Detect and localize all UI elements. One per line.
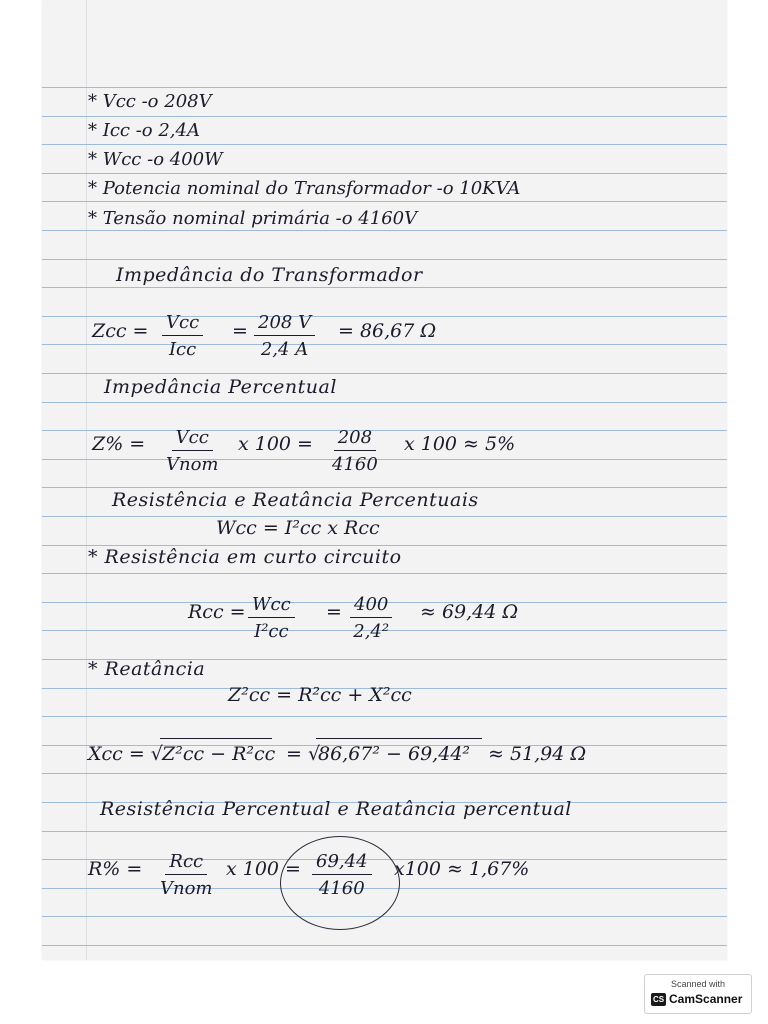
rpct-denominator-1: Vnom xyxy=(160,878,213,899)
res-react-heading: Resistência e Reatância Percentuais xyxy=(112,489,479,511)
ruled-line xyxy=(42,459,727,460)
z-squared-formula: Z²cc = R²cc + X²cc xyxy=(228,684,412,706)
given-item-wcc: * Wcc -o 400W xyxy=(88,149,223,170)
given-item-icc: * Icc -o 2,4A xyxy=(88,120,200,141)
camscanner-watermark xyxy=(644,974,752,1014)
ruled-line xyxy=(42,430,727,431)
xcc-radical-bar-2 xyxy=(316,738,482,739)
ruled-line xyxy=(42,201,727,202)
rpct-result: x100 ≈ 1,67% xyxy=(394,858,530,880)
rcc-fraction-symbolic xyxy=(248,594,295,642)
given-item-vcc: * Vcc -o 208V xyxy=(88,91,212,112)
ruled-line xyxy=(42,916,727,917)
zcc-fraction-symbolic xyxy=(162,312,203,360)
ruled-line xyxy=(42,373,727,374)
hand-drawn-circle xyxy=(280,836,400,930)
rcc-denominator-1: I²cc xyxy=(254,621,289,642)
zcc-lhs: Zcc = xyxy=(92,320,149,342)
zpct-fraction-symbolic xyxy=(166,427,219,475)
impedance-heading: Impedância do Transformador xyxy=(116,264,423,286)
rpct-fraction-symbolic xyxy=(160,851,213,899)
rcc-equals: = xyxy=(326,601,342,623)
ruled-line xyxy=(42,287,727,288)
zpct-numerator-2: 208 xyxy=(334,427,376,451)
percent-impedance-heading: Impedância Percentual xyxy=(104,376,337,398)
rpct-lhs: R% = xyxy=(88,858,143,880)
zcc-result: = 86,67 Ω xyxy=(338,320,437,342)
rcc-numerator-1: Wcc xyxy=(248,594,295,618)
rpct-numerator-2: 69,44 xyxy=(312,851,372,875)
rpct-numerator-1: Rcc xyxy=(165,851,207,875)
zpct-multiply: x 100 = xyxy=(238,433,313,455)
zcc-denominator-2: 2,4 A xyxy=(260,339,309,360)
xcc-radical-bar-1 xyxy=(160,738,272,739)
ruled-line xyxy=(42,259,727,260)
short-circuit-heading: * Resistência em curto circuito xyxy=(88,546,402,568)
zcc-denominator-1: Icc xyxy=(168,339,197,360)
xcc-lhs: Xcc = √ xyxy=(88,743,163,765)
ruled-line xyxy=(42,316,727,317)
rpct-multiply: x 100 = xyxy=(226,858,301,880)
ruled-line xyxy=(42,230,727,231)
notebook-page xyxy=(42,0,727,960)
zpct-lhs: Z% = xyxy=(92,433,146,455)
rcc-numerator-2: 400 xyxy=(350,594,392,618)
zpct-result: x 100 ≈ 5% xyxy=(404,433,516,455)
zpct-fraction-numeric xyxy=(332,427,378,475)
ruled-line xyxy=(42,173,727,174)
zpct-denominator-1: Vnom xyxy=(166,454,219,475)
zcc-numerator-2: 208 V xyxy=(254,312,315,336)
rcc-result: ≈ 69,44 Ω xyxy=(420,601,519,623)
ruled-line xyxy=(42,573,727,574)
xcc-result: ≈ 51,94 Ω xyxy=(488,743,587,765)
ruled-line xyxy=(42,716,727,717)
given-item-rated-voltage: * Tensão nominal primária -o 4160V xyxy=(88,208,418,229)
zcc-equals: = xyxy=(232,320,248,342)
xcc-mid: = √ xyxy=(286,743,321,765)
xcc-radicand-2: 86,67² − 69,44² xyxy=(318,743,471,765)
ruled-line xyxy=(42,402,727,403)
given-item-rated-power: * Potencia nominal do Transformador -o 10KVA xyxy=(88,178,521,199)
ruled-line xyxy=(42,116,727,117)
ruled-line xyxy=(42,945,727,946)
ruled-line xyxy=(42,773,727,774)
percent-resistance-heading: Resistência Percentual e Reatância percentual xyxy=(100,798,572,820)
zcc-fraction-numeric xyxy=(254,312,315,360)
wcc-formula: Wcc = I²cc x Rcc xyxy=(216,517,380,539)
zcc-numerator-1: Vcc xyxy=(162,312,203,336)
ruled-line xyxy=(42,516,727,517)
reactance-heading: * Reatância xyxy=(88,658,206,680)
ruled-line xyxy=(42,144,727,145)
rcc-denominator-2: 2,4² xyxy=(353,621,390,642)
ruled-line xyxy=(42,344,727,345)
rpct-denominator-2: 4160 xyxy=(318,878,365,899)
xcc-radicand-1: Z²cc − R²cc xyxy=(162,743,276,765)
camscanner-logo-icon: CS xyxy=(652,995,665,1004)
rcc-lhs: Rcc = xyxy=(188,601,246,623)
watermark-brand: CamScanner xyxy=(669,992,743,1006)
ruled-line xyxy=(42,87,727,88)
zpct-numerator-1: Vcc xyxy=(172,427,213,451)
watermark-caption: Scanned with xyxy=(670,979,726,989)
ruled-line xyxy=(42,831,727,832)
zpct-denominator-2: 4160 xyxy=(332,454,378,475)
rcc-fraction-numeric xyxy=(350,594,392,642)
ruled-line xyxy=(42,487,727,488)
